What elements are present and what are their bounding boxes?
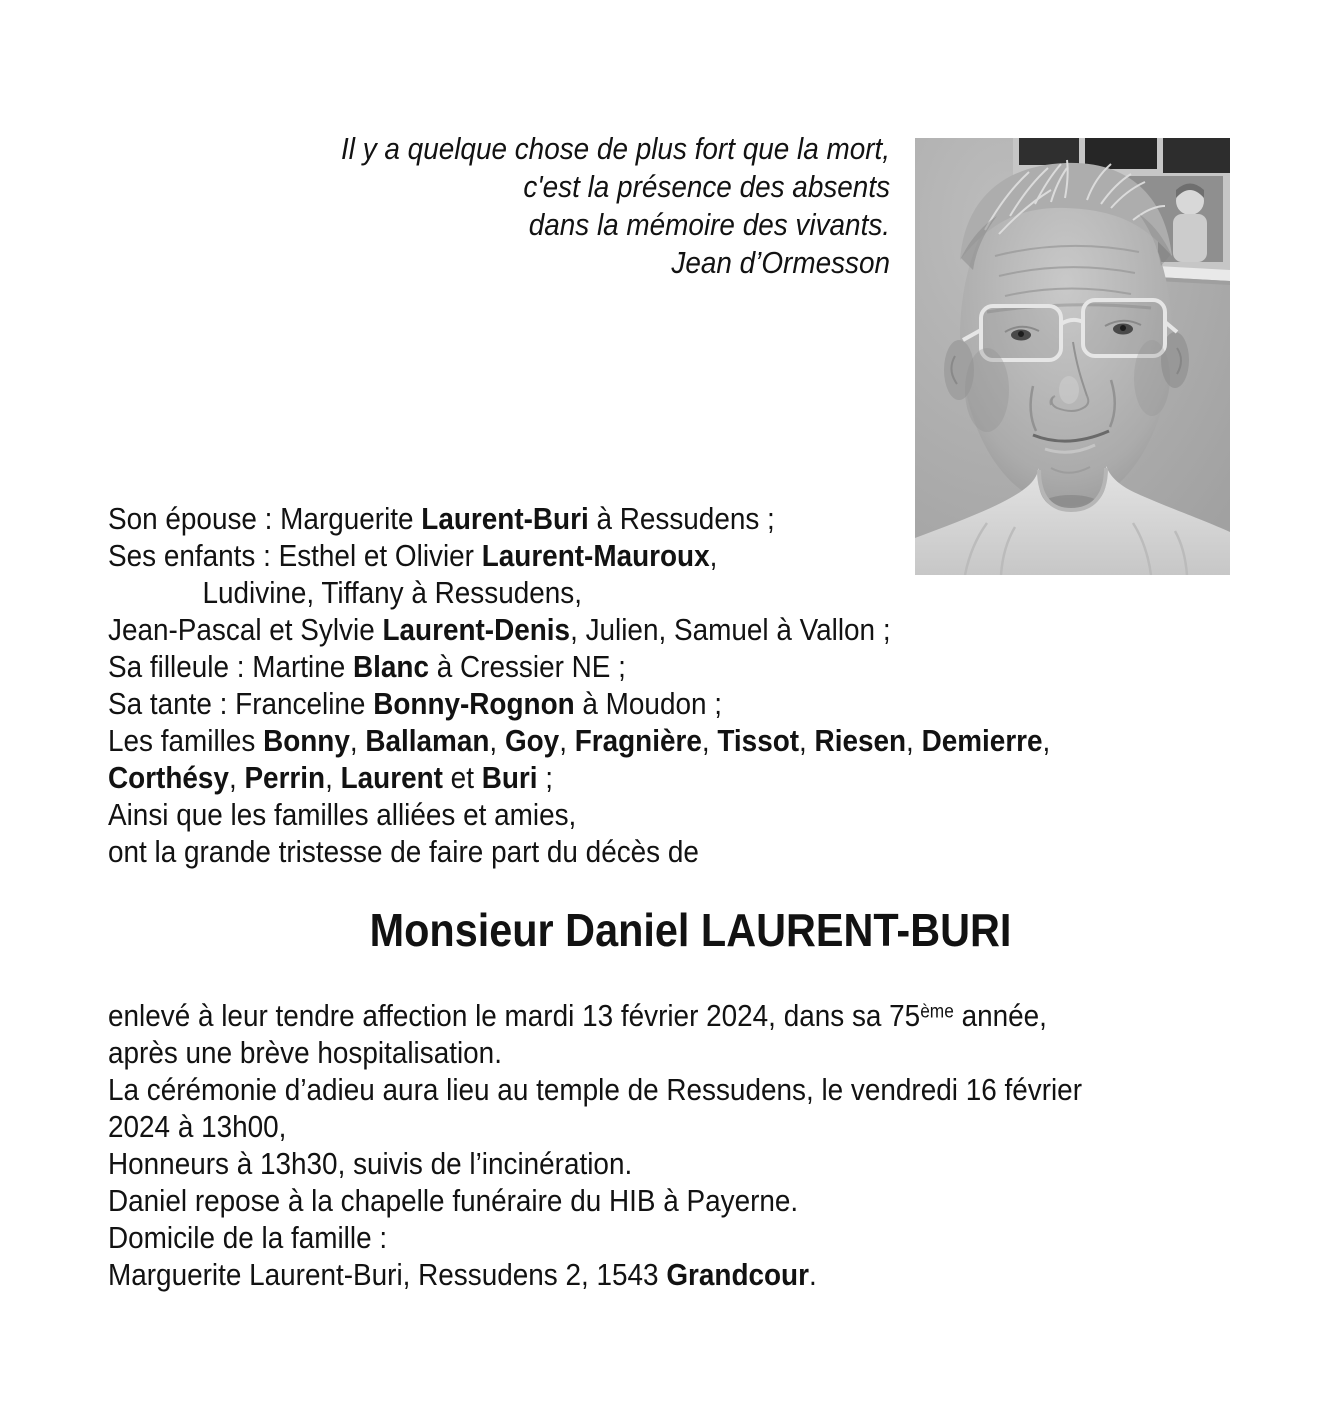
text-line (108, 648, 1050, 685)
text-line (108, 759, 1050, 796)
bold-text: Laurent-Denis (382, 612, 571, 647)
bold-text: Grandcour (666, 1257, 809, 1292)
bold-text: Riesen (814, 723, 907, 758)
deceased-name-text: Monsieur Daniel LAURENT-BURI (370, 904, 1012, 956)
text: Les familles (108, 723, 264, 758)
text-line (108, 500, 1050, 537)
text-line (108, 722, 1050, 759)
text: année, (953, 998, 1047, 1033)
bold-text: Ballaman (365, 723, 490, 758)
text: , Julien, Samuel à Vallon ; (570, 612, 891, 647)
text: , (701, 723, 718, 758)
text: Ainsi que les familles alliées et amies, (108, 797, 577, 832)
text-line (108, 833, 1050, 870)
bold-text: Laurent-Buri (421, 501, 589, 536)
deceased-name-title (130, 903, 1252, 957)
text-line (108, 1219, 1082, 1256)
text: Jean-Pascal et Sylvie (108, 612, 383, 647)
text: La cérémonie d’adieu aura lieu au temple de Ressudens, le vendredi 16 février (108, 1072, 1082, 1107)
text: et (442, 760, 482, 795)
text: 2024 à 13h00, (108, 1109, 287, 1144)
bold-text: Buri (481, 760, 538, 795)
quote-line: dans la mémoire des vivants. (528, 207, 890, 242)
text-line (108, 1108, 1082, 1145)
bold-text: Goy (504, 723, 560, 758)
text: , (228, 760, 245, 795)
text: Son épouse : Marguerite (108, 501, 422, 536)
text-line (108, 537, 1050, 574)
text: . (808, 1257, 817, 1292)
text: après une brève hospitalisation. (108, 1035, 502, 1070)
text: ont la grande tristesse de faire part du décès de (108, 834, 699, 869)
bold-text: Laurent (340, 760, 443, 795)
text-line (108, 611, 1050, 648)
quote-line: c'est la présence des absents (523, 169, 890, 204)
text: Sa tante : Franceline (108, 686, 374, 721)
text-line (108, 574, 1050, 611)
text: Ludivine, Tiffany à Ressudens, (202, 575, 582, 610)
text: , (559, 723, 575, 758)
text: ; (537, 760, 554, 795)
text-line (108, 685, 1050, 722)
text-line (108, 1182, 1082, 1219)
text-line (108, 1256, 1082, 1293)
text-line (108, 796, 1050, 833)
text: enlevé à leur tendre affection le mardi 13 février 2024, dans sa 75 (108, 998, 921, 1033)
text: à Cressier NE ; (428, 649, 626, 684)
quote-line: Il y a quelque chose de plus fort que la mort, (340, 131, 890, 166)
text: , (349, 723, 366, 758)
text: , (709, 538, 718, 573)
bold-text: Laurent-Mauroux (481, 538, 710, 573)
text: Marguerite Laurent-Buri, Ressudens 2, 1543 (108, 1257, 667, 1292)
text-line (108, 997, 1082, 1034)
quote-author: Jean d’Ormesson (671, 245, 890, 280)
bold-text: Fragnière (574, 723, 702, 758)
bold-text: Perrin (244, 760, 326, 795)
bold-text: Bonny (263, 723, 350, 758)
text: Honneurs à 13h30, suivis de l’incinération. (108, 1146, 633, 1181)
bold-text: Blanc (353, 649, 429, 684)
text: Domicile de la famille : (108, 1220, 388, 1255)
memorial-quote (280, 130, 890, 282)
bold-text: Bonny-Rognon (373, 686, 575, 721)
family-announcement (108, 500, 1155, 870)
superscript-text: ème (920, 1001, 954, 1023)
text-line (108, 1071, 1082, 1108)
text: à Moudon ; (574, 686, 722, 721)
text: , (799, 723, 815, 758)
ceremony-details (108, 997, 1190, 1293)
text: Ses enfants : Esthel et Olivier (108, 538, 482, 573)
bold-text: Demierre (921, 723, 1043, 758)
text: à Ressudens ; (588, 501, 775, 536)
text: , (1042, 723, 1051, 758)
text: Daniel repose à la chapelle funéraire du HIB à Payerne. (108, 1183, 799, 1218)
bold-text: Tissot (717, 723, 800, 758)
text: , (906, 723, 922, 758)
text: Sa filleule : Martine (108, 649, 354, 684)
text-line (108, 1034, 1082, 1071)
text-line (108, 1145, 1082, 1182)
bold-text: Corthésy (108, 760, 229, 795)
text: , (325, 760, 341, 795)
text: , (489, 723, 505, 758)
